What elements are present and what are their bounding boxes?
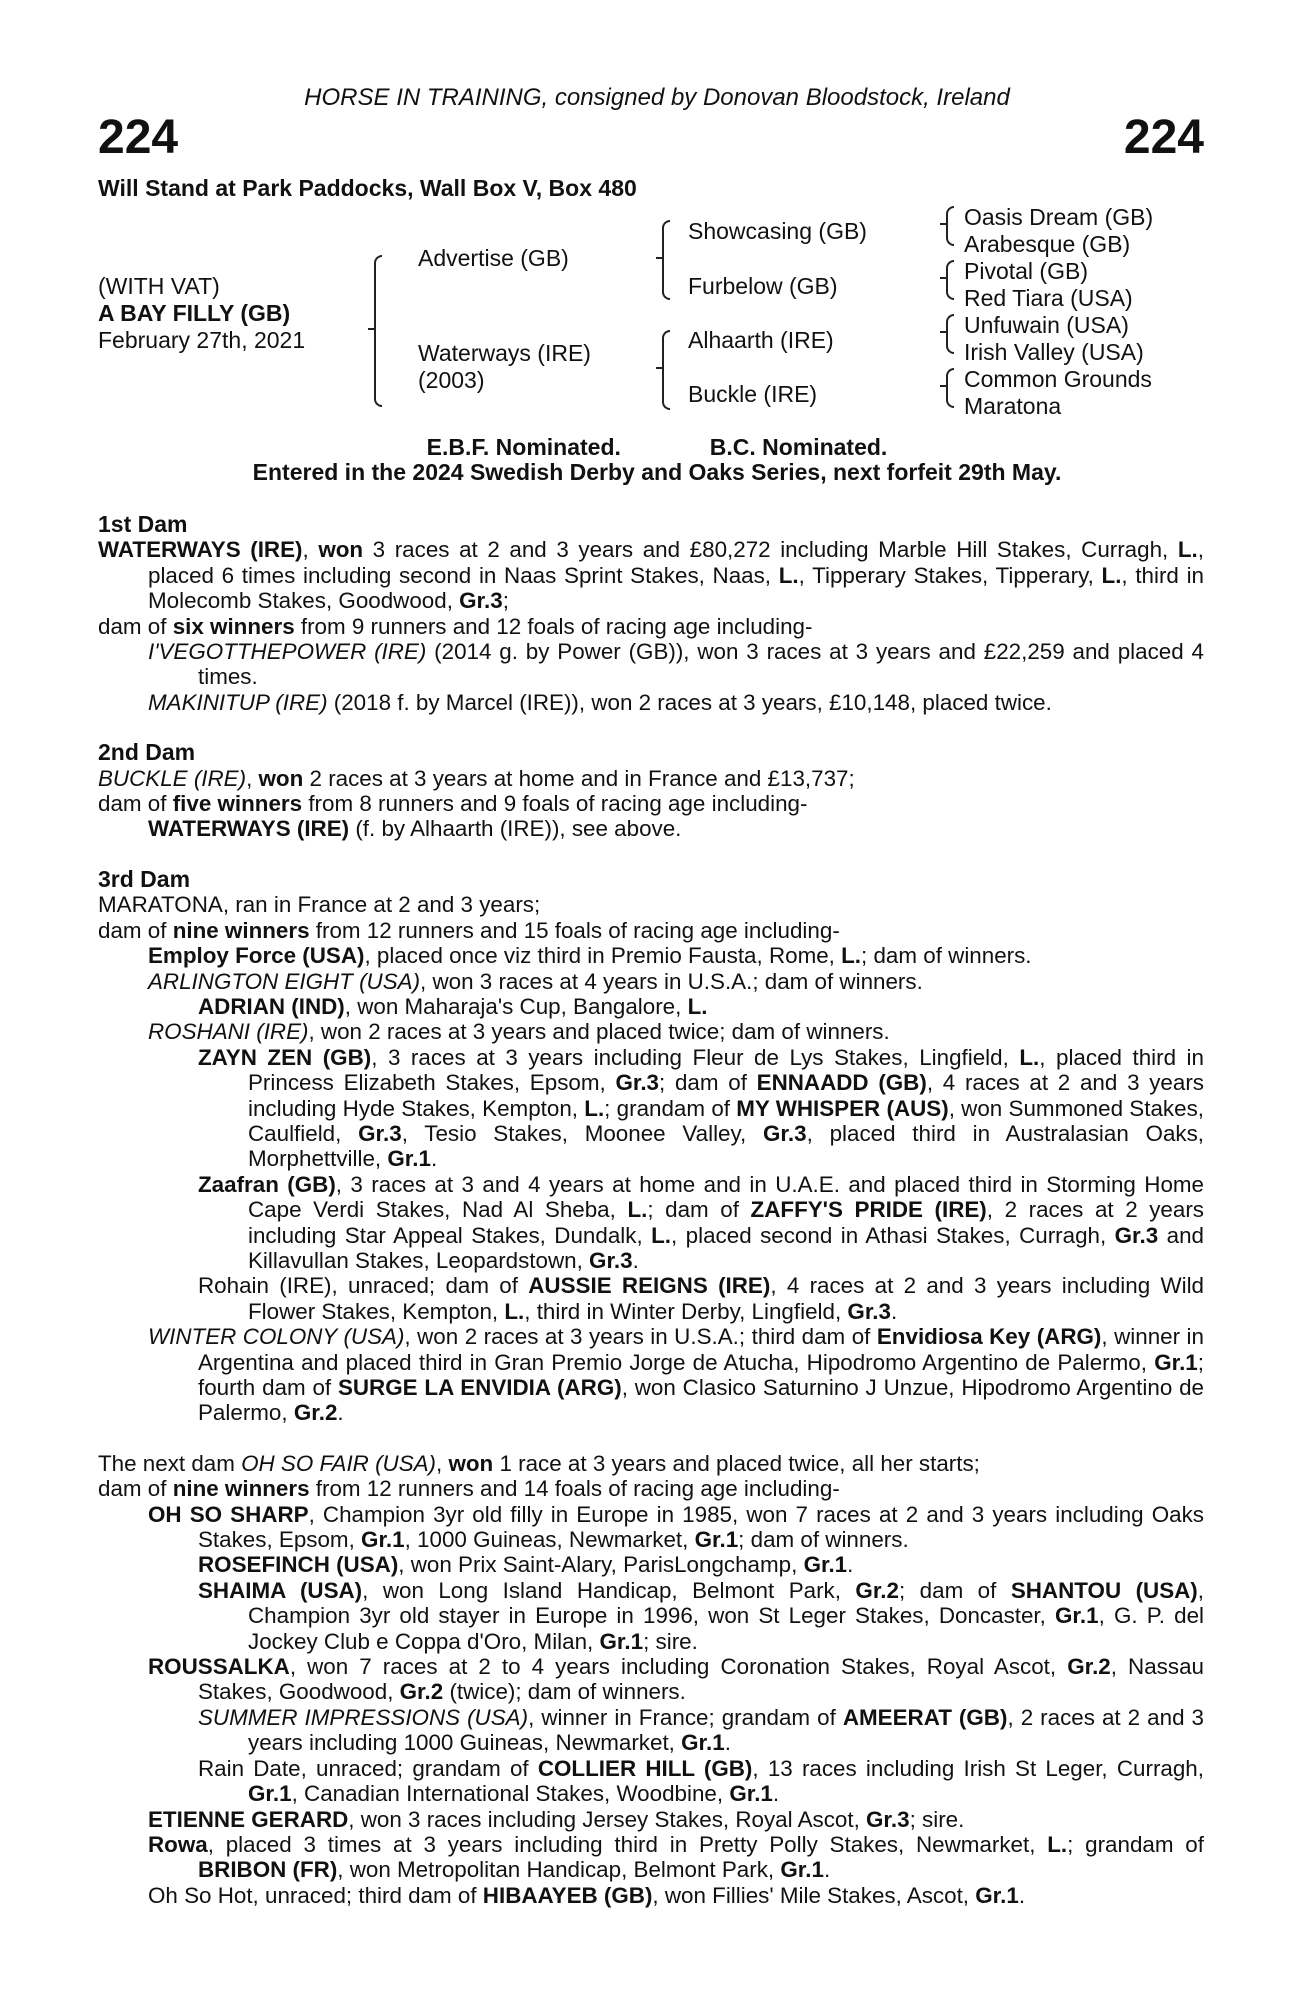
text: , 3 races at 3 and 4 years at home and in U.A.E. and placed third in Storming Home Cape Verdi Stakes, Nad Al Sheba, [248,1171,1204,1223]
text: , won 3 races including Jersey Stakes, Royal Ascot, [348,1806,867,1832]
produce-name: OH SO SHARP [148,1501,309,1527]
text: (2014 g. by Power (GB)), won 3 races at 3 years and £22,259 and placed 4 times. [198,639,1204,690]
produce-name: Employ Force (USA) [148,943,365,969]
produce-name: ROSHANI (IRE) [148,1019,309,1045]
text: , Tesio Stakes, Moonee Valley, [401,1120,764,1146]
text: ; dam of winners. [738,1527,909,1553]
text: ; [502,588,509,614]
text: ; dam of [647,1197,751,1223]
text: ; sire. [909,1806,965,1832]
text: . [772,1781,780,1807]
text: , won Prix Saint-Alary, ParisLongchamp, [398,1552,804,1578]
dam-dam: Buckle (IRE) [688,381,818,407]
sire: Advertise (GB) [418,245,569,271]
text: , Canadian International Stakes, Woodbine, [291,1781,730,1807]
text: ; dam of winners. [861,943,1032,969]
listed: L. [1019,1044,1040,1070]
produce-item [98,1019,1204,1044]
text: , third in Winter Derby, Lingfield, [524,1298,848,1324]
ebf-nominated: E.B.F. Nominated. [426,434,621,460]
text: . [337,1400,344,1426]
grade: Gr.3 [866,1806,910,1832]
text: dam of [98,613,173,639]
text: , G. P. del Jockey Club e Coppa d'Oro, Milan, [248,1603,1204,1654]
text: . [847,1552,854,1578]
text: , won Metropolitan Handicap, Belmont Park, [337,1857,781,1883]
text: , unraced; grandam of [300,1755,538,1781]
grade: Gr.3 [459,588,503,614]
produce-name: Rohain (IRE) [198,1273,332,1299]
text: , 13 races including Irish St Leger, Curragh, [752,1755,1204,1781]
third-dam-entry: MARATONA, ran in France at 2 and 3 years; [98,892,541,918]
text: , 3 races at 3 years including Fleur de Lys Stakes, Lingfield, [371,1044,1020,1070]
dam-year: (2003) [418,367,485,393]
text: ; dam of [898,1577,1011,1603]
brace-1-mid [368,328,374,330]
text: and Killavullan Stakes, Leopardstown, [248,1222,1205,1273]
listed: L. [504,1298,525,1324]
catalogue-body [98,512,1204,1908]
grade: Gr.1 [248,1781,292,1807]
produce-name: ENNAADD (GB) [756,1070,927,1096]
brace-3c [946,314,954,354]
text: (2018 f. by Marcel (IRE)), won 2 races at 3 years, £10,148, placed twice. [327,689,1052,715]
produce-item [98,994,1204,1019]
text: , Nassau Stakes, Goodwood, [198,1654,1204,1705]
listed: L. [1047,1831,1068,1857]
text: The next dam [98,1450,242,1476]
text: , won Clasico Saturnino J Unzue, Hipodromo Argentino de Palermo, [198,1375,1205,1426]
text: , won 2 races at 3 years and placed twice; dam of winners. [308,1019,890,1045]
produce-name: SURGE LA ENVIDIA (ARG) [337,1375,622,1400]
text: from 12 runners and 14 foals of racing age including- [309,1476,840,1502]
text: , unraced; dam of [331,1273,529,1299]
produce-item [98,1756,1204,1807]
brace-2b-mid [656,367,662,369]
text: , 2 races at 2 and 3 years including 1000 Guineas, Newmarket, [248,1704,1205,1756]
sire-dam: Furbelow (GB) [688,273,838,299]
produce-item [98,1578,1204,1654]
won-label: won [318,537,364,563]
text: , won Maharaja's Cup, Bangalore, [344,993,688,1019]
lot-number-right: 224 [1123,111,1204,164]
text: , won Fillies' Mile Stakes, Ascot, [652,1882,976,1908]
grade: Gr.1 [599,1628,644,1654]
second-dam-produce-intro [98,791,1204,816]
foaling-date: February 27th, 2021 [98,327,306,353]
dam-name: BUCKLE (IRE) [98,765,247,791]
grade: Gr.1 [361,1527,405,1553]
grade: Gr.3 [763,1120,807,1146]
text: , won 2 races at 3 years in U.S.A.; third dam of [404,1324,877,1350]
brace-3d-mid [940,385,946,387]
grade: Gr.1 [681,1730,725,1756]
text: (twice); dam of winners. [443,1679,686,1705]
grade: Gr.3 [847,1298,891,1324]
produce-name: ARLINGTON EIGHT (USA) [148,968,421,994]
text: , unraced; third dam of [252,1882,483,1908]
won-label: won [448,1450,494,1476]
produce-name: SHAIMA (USA) [198,1577,363,1603]
listed: L. [687,993,708,1019]
produce-name: WINTER COLONY (USA) [148,1324,405,1350]
entered-note: Entered in the 2024 Swedish Derby and Oaks Series, next forfeit 29th May. [252,459,1062,485]
grade: Gr.1 [729,1781,773,1807]
produce-name: BRIBON (FR) [198,1857,338,1883]
text: . [1018,1882,1026,1908]
produce-name: I'VEGOTTHEPOWER (IRE) [148,639,427,665]
produce-name: HIBAAYEB (GB) [482,1882,653,1908]
second-dam-heading: 2nd Dam [98,739,196,766]
first-dam-heading: 1st Dam [98,511,188,537]
text: 3 races at 2 and 3 years and £80,272 including Marble Hill Stakes, Curragh, [363,537,1178,563]
grade: Gr.1 [803,1552,848,1578]
text: ; grandam of [1067,1831,1204,1857]
dam-sire: Alhaarth (IRE) [688,327,834,353]
produce-name: MAKINITUP (IRE) [148,689,328,715]
produce-name: Oh So Hot [148,1882,253,1908]
text: , Champion 3yr old filly in Europe in 1985, won 7 races at 2 and 3 years including Oaks Stakes, Epsom, [198,1501,1204,1553]
produce-item [98,1883,1204,1908]
nominations [0,434,1314,461]
brace-2b [662,330,670,410]
produce-name: ZAFFY'S PRIDE (IRE) [750,1197,987,1223]
grade: Gr.2 [399,1679,444,1705]
brace-3a [946,206,954,246]
produce-item [98,1273,1204,1324]
text: . [724,1730,731,1756]
produce-item [98,1324,1204,1426]
produce-name: Envidiosa Key (ARG) [876,1324,1102,1350]
text: , placed 3 times at 3 years including third in Pretty Polly Stakes, Newmarket, [207,1831,1048,1857]
text: from 9 runners and 12 foals of racing age including- [294,613,813,639]
text: , winner in Argentina and placed third in Gran Premio Jorge de Atucha, Hipodromo Argentino de Palermo, [198,1324,1204,1375]
text: , 1000 Guineas, Newmarket, [404,1527,695,1553]
text: ; fourth dam of [198,1349,1204,1400]
text: , placed third in Princess Elizabeth Stakes, Epsom, [248,1044,1204,1096]
listed: L. [651,1222,672,1248]
brace-3a-mid [940,223,946,225]
brace-3b-mid [940,277,946,279]
text: , 2 races at 2 years including Star Appeal Stakes, Dundalk, [248,1197,1204,1248]
text: from 8 runners and 9 foals of racing age including- [302,791,808,817]
listed: L. [841,943,862,969]
produce-name: Rowa [148,1831,208,1857]
text: 1 race at 3 years and placed twice, all her starts; [493,1450,980,1476]
text: , won 3 races at 4 years in U.S.A.; dam of winners. [420,968,923,994]
produce-name: ADRIAN (IND) [198,993,345,1019]
listed: L. [1101,562,1122,588]
lot-number-left: 224 [98,111,179,164]
text: , winner in France; grandam of [528,1704,843,1730]
text: , won Summoned Stakes, Caulfield, [248,1095,1204,1146]
text: , 4 races at 2 and 3 years including Hyde Stakes, Kempton, [248,1070,1204,1121]
text: . [890,1298,898,1324]
produce-name: WATERWAYS (IRE) [148,816,350,842]
grade: Gr.2 [855,1577,899,1603]
produce-name: SHANTOU (USA) [1010,1577,1198,1603]
listed: L. [778,562,799,588]
produce-item [98,943,1204,968]
text: dam of [98,791,173,817]
brace-3d [946,368,954,408]
produce-item [98,1705,1204,1756]
grade: Gr.1 [975,1882,1019,1908]
gen3-4: Red Tiara (USA) [964,285,1133,311]
gen3-1: Oasis Dream (GB) [964,204,1154,230]
grade: Gr.3 [1114,1222,1159,1248]
produce-name: AUSSIE REIGNS (IRE) [528,1273,771,1299]
produce-item [98,1552,1204,1577]
stand-location: Will Stand at Park Paddocks, Wall Box V, Box 480 [98,175,637,201]
grade: Gr.1 [387,1146,431,1172]
produce-item [98,1654,1204,1705]
produce-name: COLLIER HILL (GB) [537,1755,753,1781]
produce-item [98,1502,1204,1553]
grade: Gr.1 [694,1527,739,1553]
bc-nominated: B.C. Nominated. [709,434,888,460]
text: , placed once viz third in Premio Fausta, Rome, [364,943,842,969]
second-dam-entry: BUCKLE (IRE), won 2 races at 3 years at home and in France and £13,737; [98,765,855,791]
text: , won 7 races at 2 to 4 years including Coronation Stakes, Royal Ascot, [289,1654,1068,1680]
text: , [436,1450,449,1476]
listed: L. [627,1197,648,1223]
produce-item [98,639,1204,690]
lot-name: A BAY FILLY (GB) [98,300,291,326]
produce-name: Zaafran (GB) [198,1171,336,1197]
dam-name: WATERWAYS (IRE) [98,537,303,563]
produce-name: ZAYN ZEN (GB) [198,1044,372,1070]
text: ; dam of [659,1070,757,1096]
produce-name: ROSEFINCH (USA) [198,1552,399,1578]
text: from 12 runners and 15 foals of racing age including- [309,917,840,943]
text: ; grandam of [604,1095,737,1121]
first-dam-entry: WATERWAYS (IRE), won 3 races at 2 and 3 years and £80,272 including Marble Hill Stakes, Curragh, L., placed 6 times including second in Naas Sprint Stakes, Naas, L., Tipperary Stakes, Tipperary, L., third in Molecomb Stakes, Goodwood, Gr.3; [98,537,1204,614]
produce-name: AMEERAT (GB) [842,1704,1008,1730]
produce-item [98,1045,1204,1172]
sire-sire: Showcasing (GB) [688,218,867,244]
produce-name: MY WHISPER (AUS) [736,1095,949,1121]
produce-name: ETIENNE GERARD [148,1806,349,1832]
produce-item [98,816,1204,841]
winners-count: five winners [172,791,303,817]
text: . [430,1146,438,1172]
produce-item [98,690,1204,715]
text: , placed 6 times including second in Naas Sprint Stakes, Naas, [148,537,1204,588]
grade: Gr.3 [589,1247,633,1273]
text: , 4 races at 2 and 3 years including Wild Flower Stakes, Kempton, [248,1273,1204,1324]
text: , Champion 3yr old stayer in Europe in 1996, won St Leger Stakes, Doncaster, [248,1577,1204,1629]
winners-count: six winners [172,613,295,639]
produce-item [98,1172,1204,1274]
catalogue-header: HORSE IN TRAINING, consigned by Donovan Bloodstock, Ireland [304,84,1010,111]
gen3-5: Unfuwain (USA) [964,312,1129,338]
gen3-7: Common Grounds [964,366,1152,392]
grade: Gr.1 [1055,1603,1099,1629]
produce-name: SUMMER IMPRESSIONS (USA) [198,1704,529,1730]
text: dam of [98,917,173,943]
dam: Waterways (IRE) [418,340,591,366]
grade: Gr.2 [293,1400,338,1426]
text: , placed third in Australasian Oaks, Morphettville, [248,1120,1205,1172]
dam-name: OH SO FAIR (USA) [241,1450,437,1476]
third-dam-heading: 3rd Dam [98,865,191,892]
brace-1 [374,255,382,407]
brace-2a [662,220,670,300]
grade: Gr.1 [780,1857,824,1883]
first-dam-produce-intro [98,614,1204,639]
text: , Tipperary Stakes, Tipperary, [798,562,1102,588]
text: ; sire. [643,1628,698,1654]
gen3-8: Maratona [964,393,1062,419]
brace-3b [946,260,954,300]
produce-item [98,1832,1204,1883]
third-dam-produce-intro [98,918,1204,943]
produce-item [98,969,1204,994]
brace-3c-mid [940,331,946,333]
winners-count: nine winners [172,917,310,943]
produce-item [98,1807,1204,1832]
text: 2 races at 3 years at home and in France and £13,737; [303,765,855,791]
text: . [823,1857,831,1883]
next-dam-entry [98,1451,1204,1476]
winners-count: nine winners [172,1476,310,1502]
produce-name: ROUSSALKA [148,1654,290,1680]
text: (f. by Alhaarth (IRE)), see above. [349,816,682,842]
won-label: won [258,765,304,791]
grade: Gr.3 [358,1120,402,1146]
gen3-3: Pivotal (GB) [964,258,1088,284]
next-dam-produce-intro [98,1476,1204,1501]
listed: L. [1177,537,1198,563]
produce-name: Rain Date [198,1755,301,1781]
text: . [632,1247,639,1273]
gen3-6: Irish Valley (USA) [964,339,1144,365]
text: dam of [98,1476,173,1502]
gen3-2: Arabesque (GB) [964,231,1131,257]
brace-2a-mid [656,257,662,259]
text: , placed second in Athasi Stakes, Curragh, [671,1222,1115,1248]
grade: Gr.3 [615,1070,660,1096]
text: , won Long Island Handicap, Belmont Park, [362,1577,856,1603]
grade: Gr.2 [1067,1654,1111,1680]
listed: L. [584,1095,605,1121]
grade: Gr.1 [1154,1349,1198,1375]
text: , third in Molecomb Stakes, Goodwood, [148,562,1204,614]
with-vat: (WITH VAT) [98,273,220,299]
